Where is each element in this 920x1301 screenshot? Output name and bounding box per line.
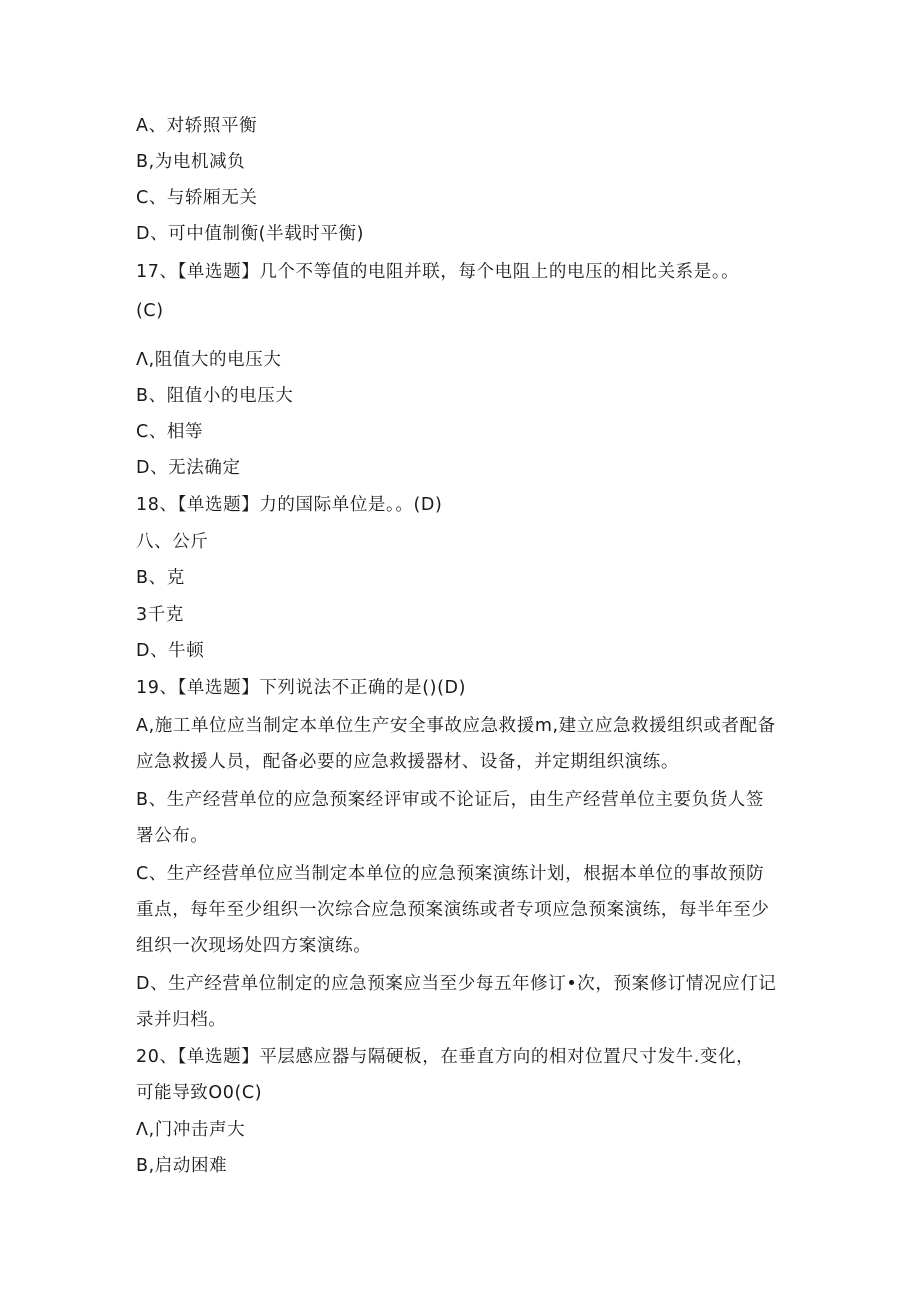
question-17: 17、【单选题】几个不等值的电阻并联，每个电阻上的电压的相比关系是。。 — [136, 262, 740, 282]
question-19: 19、【单选题】下列说法不正确的是()(D) — [136, 678, 467, 698]
option-a-q19-line1: A,施工单位应当制定本单位生产安全事故应急救援m,建立应急救援组织或者配备 — [136, 716, 776, 736]
option-a-q16: A、对轿照平衡 — [136, 116, 258, 136]
option-b-q20: B,启动困难 — [136, 1156, 228, 1176]
option-c-q18: 3千克 — [136, 605, 184, 625]
option-c-q17: C、相等 — [136, 422, 204, 442]
option-a-q18: 八、公斤 — [136, 532, 209, 552]
option-b-q17: B、阻值小的电压大 — [136, 386, 294, 406]
option-d-q17: D、无法确定 — [136, 458, 241, 478]
question-20-line1: 20、【单选题】平层感应器与隔硬板，在垂直方向的相对位置尺寸发牛.变化， — [136, 1047, 755, 1067]
option-a-q19-line2: 应急救援人员，配备必要的应急救援器材、设备，并定期组织演练。 — [136, 752, 679, 772]
answer-17: (C) — [136, 301, 164, 321]
option-b-q18: B、克 — [136, 568, 185, 588]
option-b-q16: B,为电机减负 — [136, 152, 246, 172]
option-c-q19-line2: 重点，每年至少组织一次综合应急预案演练或者专项应急预案演练，每半年至少 — [136, 900, 770, 920]
option-a-q20: Λ,门冲击声大 — [136, 1120, 246, 1140]
question-18: 18、【单选题】力的国际单位是。。(D) — [136, 495, 443, 515]
option-d-q18: D、牛顿 — [136, 641, 205, 661]
option-d-q16: D、可中值制衡(半载时平衡) — [136, 224, 365, 244]
option-b-q19-line2: 署公布。 — [136, 826, 209, 846]
option-d-q19-line1: D、生产经营单位制定的应急预案应当至少每五年修订•次，预案修订情况应仃记 — [136, 974, 777, 994]
option-c-q16: C、与轿厢无关 — [136, 188, 258, 208]
question-20-line2: 可能导致O0(C) — [136, 1083, 263, 1103]
option-c-q19-line1: C、生产经营单位应当制定本单位的应急预案演练计划，根据本单位的事故预防 — [136, 864, 765, 884]
option-c-q19-line3: 组织一次现场处四方案演练。 — [136, 936, 372, 956]
option-a-q17: Λ,阻值大的电压大 — [136, 350, 282, 370]
option-d-q19-line2: 录并归档。 — [136, 1010, 227, 1030]
option-b-q19-line1: B、生产经营单位的应急预案经评审或不论证后，由生产经营单位主要负货人签 — [136, 790, 765, 810]
